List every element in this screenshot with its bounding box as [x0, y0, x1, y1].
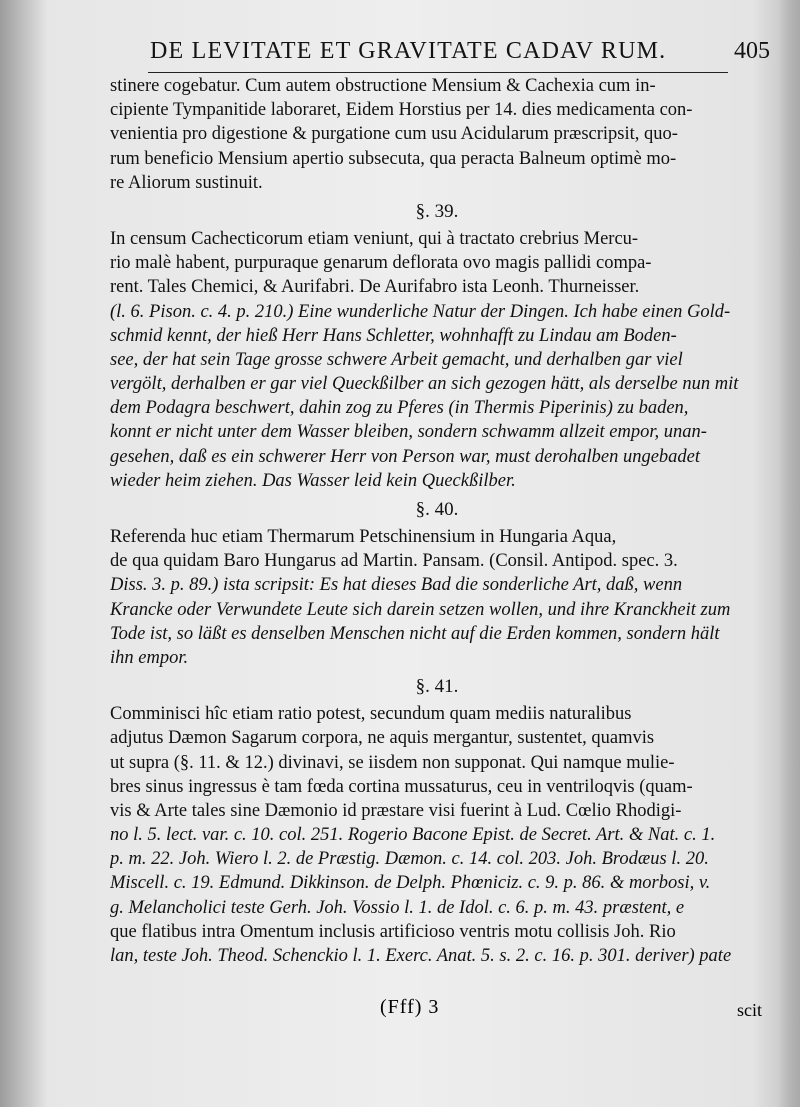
paragraph	[110, 227, 764, 493]
page-edge-shadow	[778, 0, 800, 1107]
paragraph	[110, 74, 764, 195]
text-line: rent. Tales Chemici, & Aurifabri. De Aurifabro ista Leonh. Thurneisser.	[110, 277, 640, 298]
text-line: que flatibus intra Omentum inclusis artificioso ventris motu collisis Joh. Rio	[110, 921, 676, 942]
text-line: In censum Cachecticorum etiam veniunt, qui à tractato crebrius Mercu-	[110, 228, 639, 249]
page-gutter-shadow	[0, 0, 48, 1107]
text-line: p. m. 22. Joh. Wiero l. 2. de Præstig. Dæmon. c. 14. col. 203. Joh. Brodæus l. 20.	[110, 849, 709, 870]
text-line: schmid kennt, der hieß Herr Hans Schletter, wohnhafft zu Lindau am Boden-	[110, 325, 677, 346]
text-line: ut supra (§. 11. & 12.) divinavi, se iisdem non supponat. Qui namque mulie-	[110, 752, 675, 773]
text-line: gesehen, daß es ein schwerer Herr von Person war, must derohalben ungebadet	[110, 446, 701, 467]
text-line: de qua quidam Baro Hungarus ad Martin. Pansam. (Consil. Antipod. spec. 3.	[110, 551, 678, 572]
page-body	[110, 74, 764, 968]
text-line: rio malè habent, purpuraque genarum deflorata ovo magis pallidi compa-	[110, 253, 652, 274]
running-title: DE LEVITATE ET GRAVITATE CADAV RUM.	[150, 38, 667, 64]
text-line: ihn empor.	[110, 647, 189, 668]
catchword: scit	[737, 1000, 762, 1020]
text-line: bres sinus ingressus è tam fœda cortina mussaturus, ceu in ventriloqvis (quam-	[110, 776, 693, 797]
text-line: wieder heim ziehen. Das Wasser leid kein Queckßilber.	[110, 470, 516, 491]
text-line: Tode ist, so läßt es denselben Menschen nicht auf die Erden kommen, sondern hält	[110, 623, 720, 644]
section-heading: §. 40.	[415, 499, 459, 520]
section-heading: §. 39.	[415, 200, 459, 222]
text-line: Diss. 3. p. 89.) ista scripsit: Es hat dieses Bad die sonderliche Art, daß, wenn	[110, 575, 683, 596]
text-line: Referenda huc etiam Thermarum Petschinensium in Hungaria Aqua,	[110, 527, 617, 547]
text-line: vis & Arte tales sine Dæmonio id præstare visi fuerint à Lud. Cœlio Rhodigi-	[110, 800, 682, 821]
signature-mark: (Fff) 3	[380, 996, 440, 1018]
section-heading: §. 41.	[415, 676, 459, 698]
text-line: vergölt, derhalben er gar viel Queckßilber an sich gezogen hätt, als derselbe nun mit	[110, 374, 739, 395]
text-line: (l. 6. Pison. c. 4. p. 210.) Eine wunderliche Natur der Dingen. Ich habe einen Gold-	[110, 301, 731, 322]
text-line: re Aliorum sustinuit.	[110, 172, 263, 193]
text-line: see, der hat sein Tage grosse schwere Arbeit gemacht, und derhalben gar viel	[110, 349, 683, 370]
header-rule	[148, 72, 728, 73]
text-line: Miscell. c. 19. Edmund. Dikkinson. de Delph. Phœniciz. c. 9. p. 86. & morbosi, v.	[110, 873, 711, 894]
text-line: lan, teste Joh. Theod. Schenckio l. 1. Exerc. Anat. 5. s. 2. c. 16. p. 301. deriver) pate	[110, 946, 732, 966]
page-header	[150, 38, 770, 74]
text-line: venientia pro digestione & purgatione cum usu Acidularum præscripsit, quo-	[110, 124, 678, 145]
text-line: g. Melancholici teste Gerh. Joh. Vossio l. 1. de Idol. c. 6. p. m. 43. præstent, e	[110, 897, 685, 918]
text-line: cipiente Tympanitide laboraret, Eidem Horstius per 14. dies medicamenta con-	[110, 100, 693, 121]
text-line: Comminisci hîc etiam ratio potest, secundum quam mediis naturalibus	[110, 704, 632, 725]
text-line: konnt er nicht unter dem Wasser bleiben, sondern schwamm allzeit empor, unan-	[110, 422, 707, 443]
text-line: stinere cogebatur. Cum autem obstructione Mensium & Cachexia cum in-	[110, 76, 656, 96]
text-line: dem Podagra beschwert, dahin zog zu Pferes (in Thermis Piperinis) zu baden,	[110, 398, 689, 419]
page-number: 405	[734, 38, 770, 64]
paragraph	[110, 702, 764, 968]
text-line: rum beneficio Mensium apertio subsecuta, qua peracta Balneum optimè mo-	[110, 148, 677, 169]
text-line: adjutus Dæmon Sagarum corpora, ne aquis mergantur, sustentet, quamvis	[110, 728, 655, 749]
paragraph	[110, 525, 764, 670]
text-line: Krancke oder Verwundete Leute sich darein setzen wollen, und ihre Kranckheit zum	[110, 599, 731, 620]
text-line: no l. 5. lect. var. c. 10. col. 251. Rogerio Bacone Epist. de Secret. Art. & Nat. c. 1.	[110, 825, 716, 846]
